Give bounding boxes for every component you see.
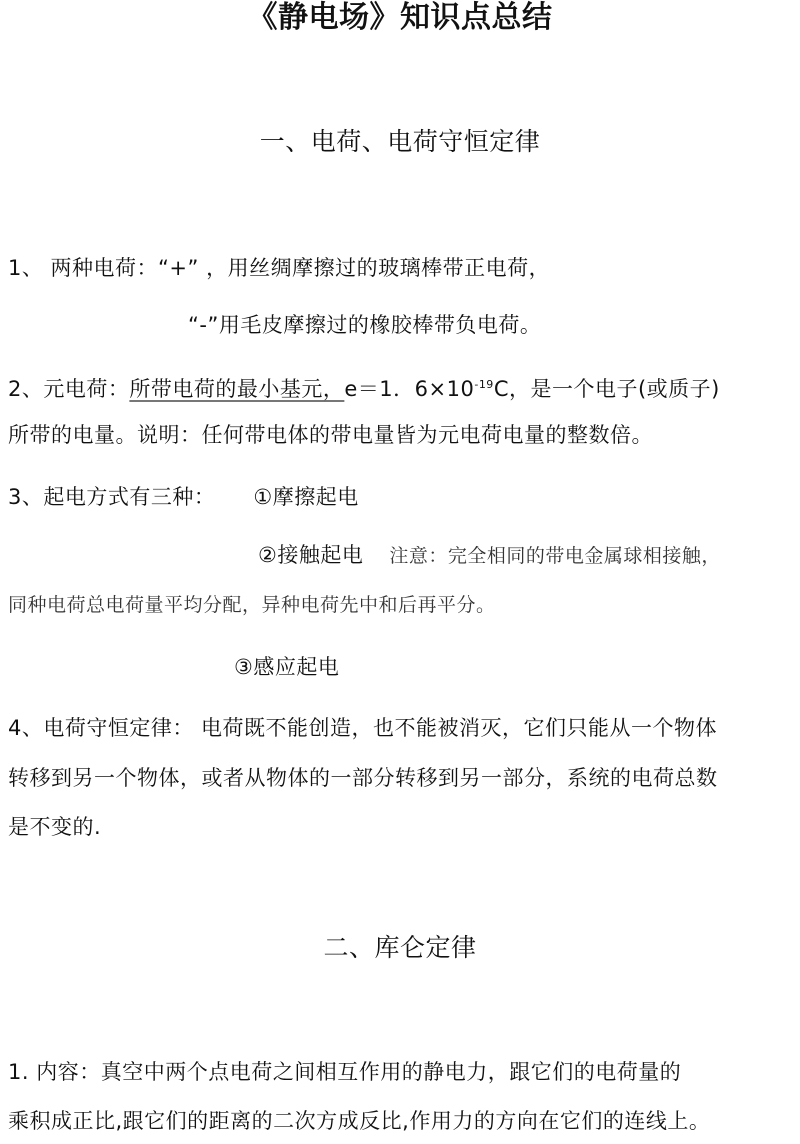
exponent: -19 [474,378,494,391]
paragraph: 4、电荷守恒定律： 电荷既不能创造，也不能被消灭，它们只能从一个物体 [8,716,718,740]
paragraph [258,541,721,570]
paragraph: 同种电荷总电荷量平均分配，异种电荷先中和后再平分。 [8,594,496,616]
note-text: 注意：完全相同的带电金属球相接触， [389,545,721,567]
paragraph: 1. 内容：真空中两个点电荷之间相互作用的静电力，跟它们的电荷量的 [8,1060,682,1084]
paragraph: 是不变的. [8,815,102,839]
paragraph: 转移到另一个物体，或者从物体的一部分转移到另一部分，系统的电荷总数 [8,766,718,790]
list-item: ②接触起电 [258,543,364,567]
text: 2、元电荷： [8,377,130,401]
section-heading-1: 一、电荷、电荷守恒定律 [259,127,541,156]
underlined-text: 所带电荷的最小基元， [129,377,345,401]
text: e＝1．6×10 [344,377,475,401]
paragraph [8,371,720,403]
paragraph: “-”用毛皮摩擦过的橡胶棒带负电荷。 [188,313,542,337]
text: C，是一个电子(或质子) [493,377,720,401]
paragraph: 所带的电量。说明：任何带电体的带电量皆为元电荷电量的整数倍。 [8,423,653,447]
page-title: 《静电场》知识点总结 [247,0,553,35]
paragraph: 乘积成正比,跟它们的距离的二次方成反比,作用力的方向在它们的连线上。 [8,1109,711,1133]
paragraph: 1、 两种电荷：“+” ，用丝绸摩擦过的玻璃棒带正电荷， [8,256,551,280]
section-heading-2: 二、库仑定律 [323,933,477,962]
list-item: ①摩擦起电 [253,485,359,509]
list-item: ③感应起电 [234,655,340,679]
paragraph [8,483,359,511]
text: 3、起电方式有三种： [8,485,216,509]
